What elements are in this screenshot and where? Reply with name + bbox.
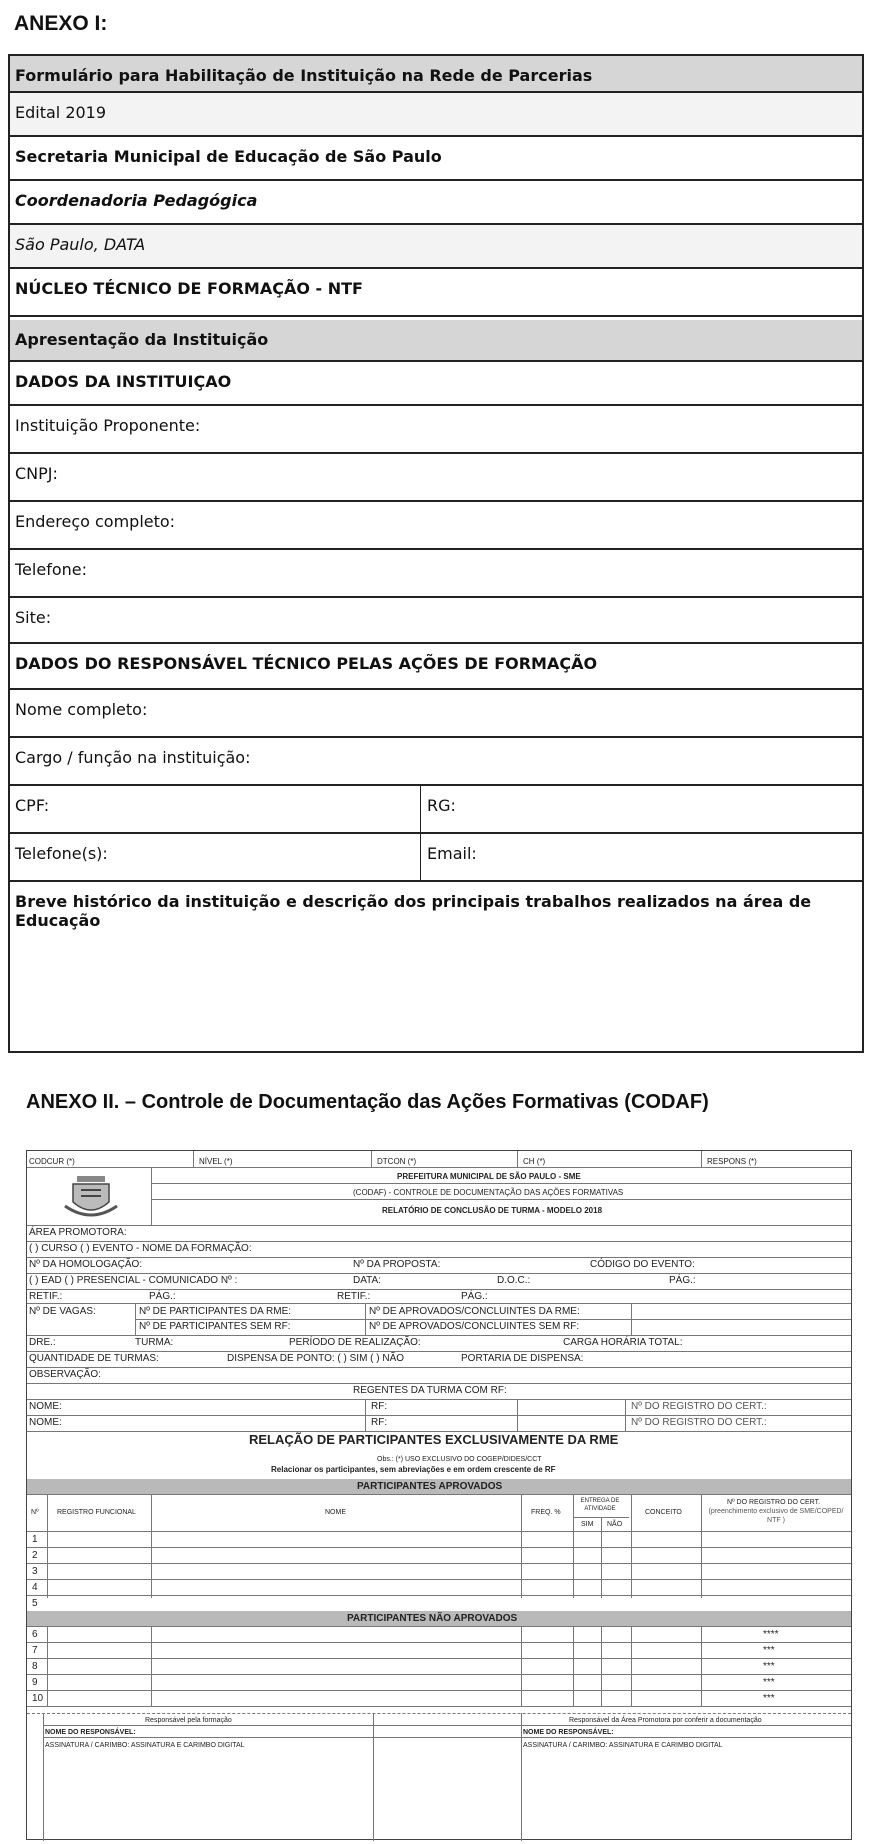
stars-6: **** [763,1629,779,1640]
header-line-2: (CODAF) - CONTROLE DE DOCUMENTAÇÃO DAS AÇÕES FORMATIVAS [353,1188,624,1197]
cargo-field[interactable]: Cargo / função na instituição: [10,738,862,786]
instituicao-proponente-field[interactable]: Instituição Proponente: [10,406,862,454]
observacao-field[interactable]: OBSERVAÇÃO: [29,1369,101,1380]
secretaria-label: Secretaria Municipal de Educação de São Paulo [10,137,862,181]
ch-field[interactable]: CH (*) [523,1157,546,1166]
retif-2-field[interactable]: RETIF.: [337,1291,371,1302]
nao-aprovado-row-7: 7 [32,1645,38,1656]
stars-10: *** [763,1693,775,1704]
portaria-field[interactable]: PORTARIA DE DISPENSA: [461,1353,584,1364]
annex-2-title: ANEXO II. – Controle de Documentação das Ações Formativas (CODAF) [26,1091,709,1113]
pag-field[interactable]: PÁG.: [669,1275,696,1286]
resp-formacao-label: Responsável pela formação [145,1717,232,1724]
local-date-label: São Paulo, DATA [10,225,862,269]
pag-3-field[interactable]: PÁG.: [461,1291,488,1302]
sao-paulo-crest-icon [63,1172,119,1220]
dre-field[interactable]: DRE.: [29,1337,56,1348]
ead-presencial-field[interactable]: ( ) EAD ( ) PRESENCIAL - COMUNICADO Nº : [29,1275,238,1286]
rg-field[interactable]: RG: [427,796,456,815]
form-title: Formulário para Habilitação de Instituição na Rede de Parcerias [10,56,862,93]
nome-completo-field[interactable]: Nome completo: [10,690,862,738]
codaf-form [26,1150,852,1840]
regente-rf-2[interactable]: RF: [371,1417,388,1428]
header-line-1: PREFEITURA MUNICIPAL DE SÃO PAULO - SME [397,1172,581,1181]
nivel-field[interactable]: NÍVEL (*) [199,1157,233,1166]
dtcon-field[interactable]: DTCON (*) [377,1157,417,1166]
dados-instituicao-header: DADOS DA INSTITUIÇAO [10,362,862,406]
aprovado-row-4: 4 [32,1582,38,1593]
proposta-field[interactable]: Nº DA PROPOSTA: [353,1259,441,1270]
vagas-field[interactable]: Nº DE VAGAS: [29,1306,96,1317]
nao-aprovado-row-9: 9 [32,1677,38,1688]
stars-7: *** [763,1645,775,1656]
col-sim: SIM [581,1521,594,1528]
site-field[interactable]: Site: [10,598,862,644]
stars-9: *** [763,1677,775,1688]
retif-field[interactable]: RETIF.: [29,1291,63,1302]
dados-responsavel-header: DADOS DO RESPONSÁVEL TÉCNICO PELAS AÇÕES DE FORMAÇÃO [10,644,862,690]
cpf-rg-row [10,786,862,834]
endereco-field[interactable]: Endereço completo: [10,502,862,550]
area-promotora-field[interactable]: ÁREA PROMOTORA: [29,1227,127,1238]
institution-form [8,54,864,1053]
codigo-evento-field[interactable]: CÓDIGO DO EVENTO: [590,1259,695,1270]
respons-field[interactable]: RESPONS (*) [707,1157,757,1166]
divider [420,786,421,832]
nao-aprovado-row-8: 8 [32,1661,38,1672]
periodo-field[interactable]: PERÍODO DE REALIZAÇÃO: [289,1337,421,1348]
assinatura-2[interactable]: ASSINATURA / CARIMBO: ASSINATURA E CARIMBO DIGITAL [523,1742,723,1749]
nao-aprovados-title: PARTICIPANTES NÃO APROVADOS [347,1613,518,1624]
divider [420,834,421,880]
stars-8: *** [763,1661,775,1672]
curso-evento-field[interactable]: ( ) CURSO ( ) EVENTO - NOME DA FORMAÇÃO: [29,1243,252,1254]
phones-email-row [10,834,862,882]
col-registro: REGISTRO FUNCIONAL [57,1509,136,1516]
participantes-rme-field[interactable]: Nº DE PARTICIPANTES DA RME: [139,1306,292,1317]
col-nao: NÃO [607,1521,623,1528]
codcur-field[interactable]: CODCUR (*) [29,1157,75,1166]
annex-1-title: ANEXO I: [14,12,108,35]
historico-field[interactable]: Breve histórico da instituição e descrição dos principais trabalhos realizados na área de Educação [15,892,812,930]
nome-responsavel-1[interactable]: NOME DO RESPONSÁVEL: [45,1729,136,1736]
nome-responsavel-2[interactable]: NOME DO RESPONSÁVEL: [523,1729,614,1736]
email-field[interactable]: Email: [427,844,477,863]
col-n: Nº [31,1509,39,1516]
cpf-field[interactable]: CPF: [15,796,50,815]
aprovados-rme-field[interactable]: Nº DE APROVADOS/CONCLUINTES DA RME: [369,1306,580,1317]
dispensa-ponto-field[interactable]: DISPENSA DE PONTO: ( ) SIM ( ) NÃO [227,1353,405,1364]
nao-aprovado-row-10: 10 [32,1693,44,1704]
cnpj-field[interactable]: CNPJ: [10,454,862,502]
quantidade-turmas-field[interactable]: QUANTIDADE DE TURMAS: [29,1353,159,1364]
relacao-title: RELAÇÃO DE PARTICIPANTES EXCLUSIVAMENTE DA RME [249,1432,619,1447]
edital-label: Edital 2019 [10,93,862,137]
regente-cert-1[interactable]: Nº DO REGISTRO DO CERT.: [631,1401,767,1412]
col-conceito: CONCEITO [645,1509,682,1516]
coordenadoria-label: Coordenadoria Pedagógica [10,181,862,225]
assinatura-1[interactable]: ASSINATURA / CARIMBO: ASSINATURA E CARIMBO DIGITAL [45,1742,245,1749]
aprovados-title: PARTICIPANTES APROVADOS [357,1481,503,1492]
obs-line-2: Relacionar os participantes, sem abreviações e em ordem crescente de RF [271,1465,556,1474]
col-freq: FREQ. % [531,1509,561,1516]
data-field[interactable]: DATA: [353,1275,381,1286]
regente-cert-2[interactable]: Nº DO REGISTRO DO CERT.: [631,1417,767,1428]
regente-nome-2[interactable]: NOME: [29,1417,62,1428]
aprovado-row-5: 5 [32,1598,38,1609]
apresentacao-header: Apresentação da Instituição [10,320,862,362]
carga-horaria-field[interactable]: CARGA HORÁRIA TOTAL: [563,1337,683,1348]
col-entrega: ENTREGA DE ATIVIDADE [580,1498,620,1512]
header-line-3: RELATÓRIO DE CONCLUSÃO DE TURMA - MODELO 2018 [382,1206,603,1215]
aprovados-sem-rf-field[interactable]: Nº DE APROVADOS/CONCLUINTES SEM RF: [369,1321,580,1332]
col-nome: NOME [325,1509,346,1516]
aprovado-row-1: 1 [32,1534,38,1545]
nucleo-label: NÚCLEO TÉCNICO DE FORMAÇÃO - NTF [10,269,862,317]
telefone-field[interactable]: Telefone: [10,550,862,598]
regentes-label: REGENTES DA TURMA COM RF: [353,1385,507,1396]
telefones-field[interactable]: Telefone(s): [15,844,108,863]
aprovado-row-3: 3 [32,1566,38,1577]
regente-rf-1[interactable]: RF: [371,1401,388,1412]
homologacao-field[interactable]: Nº DA HOMOLOGAÇÃO: [29,1259,143,1270]
nao-aprovado-row-6: 6 [32,1629,38,1640]
doc-field[interactable]: D.O.C.: [497,1275,531,1286]
col-cert: Nº DO REGISTRO DO CERT. [727,1499,821,1506]
turma-field[interactable]: TURMA: [135,1337,174,1348]
col-cert-note: (preenchimento exclusivo de SME/COPED/ NTF ) [708,1508,844,1524]
pag-2-field[interactable]: PÁG.: [149,1291,176,1302]
aprovado-row-2: 2 [32,1550,38,1561]
resp-area-label: Responsável da Área Promotora por conferir a documentação [569,1717,762,1724]
regente-nome-1[interactable]: NOME: [29,1401,62,1412]
participantes-sem-rf-field[interactable]: Nº DE PARTICIPANTES SEM RF: [139,1321,291,1332]
obs-line-1: Obs.: (*) USO EXCLUSIVO DO COGEP/DIDES/CCT [377,1456,542,1463]
